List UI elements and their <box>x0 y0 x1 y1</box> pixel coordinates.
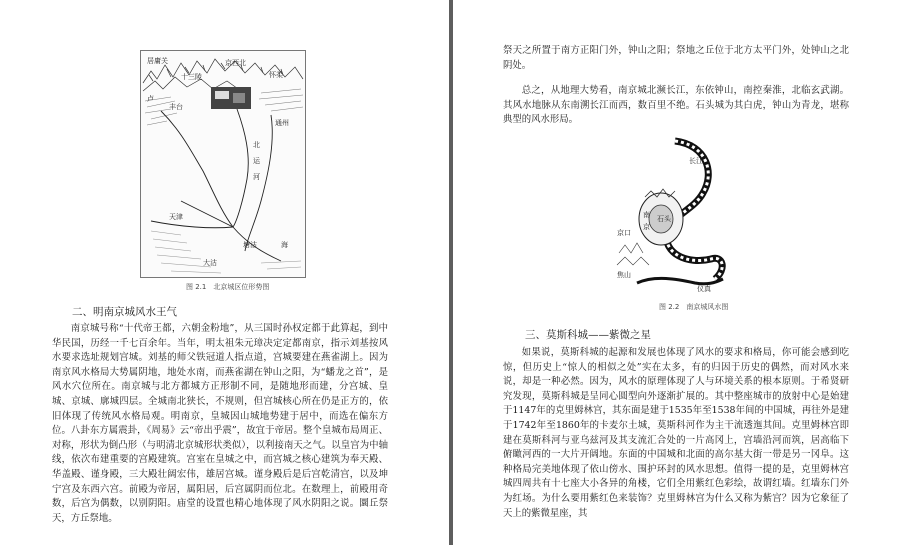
city-area <box>211 87 251 109</box>
section-heading-nanjing: 二、明南京城风水王气 <box>72 306 177 318</box>
map-label-12: 大沽 <box>203 259 217 267</box>
right-page <box>453 0 900 545</box>
nanjing-paragraph: 南京城号称“十代帝王都，六朝金粉地”，从三国时孙权定都于此算起，到中华民国，历经一千七百余年。当年，明太祖朱元璋决定定都南京，指示刘基按风水要求选址规划宫城。刘基的师父铁冠道人指点道，宫城要建在燕雀湖上。因为南京风水格局大势属阴地，地处水南，而燕雀湖在钟山之阳，为“蟠龙之首”，是风水穴位所在。南京城与北方都城方正形制不同，是随地形而建，分宫城、皇城、京城、廓城四层。全城南北狭长，不规则，但宫城核心所在仍是正方的，依旧体现了传统风水格局观。明南京，皇城因山城地势建于居中，而选在偏东方位。八卦东方属震卦，《周易》云“帝出乎震”，故宜于帝居。整个皇城布局周正、对称，形状为倒凸形（与明清北京城形状类似），以利接南天之气。以皇宫为中轴线，依次布建重要的宫殿建筑。宫室在皇城之中，而宫城之核心建筑为奉天殿、华盖殿、谨身殿，三大殿壮阔宏伟，雄居宫城。谨身殿后是后宫乾清宫，以及坤宁宫及东西六宫。前殿为帝居，属阳居，后宫属阴而位北。在数理上，前殿用奇数，后宫为偶数，以别阴阳。庙堂的设置也精心地体现了风水阴阳之说。圜丘祭天，方丘祭地。 <box>52 323 388 524</box>
map-label-14: 海 <box>281 241 288 249</box>
map-label-2: 十三陵 <box>181 73 202 81</box>
map-label-6: 丰台 <box>169 103 183 111</box>
beijing-map-figure <box>140 50 306 278</box>
map-label-yizhen: 仪真 <box>697 285 711 293</box>
map-label-11: 天津 <box>169 213 183 221</box>
nanjing-fengshui-illustration <box>615 133 735 293</box>
map-label-changjiang: 长江 <box>689 157 703 165</box>
map-label-13: 塘沽 <box>243 241 257 249</box>
map-label-7: 通州 <box>275 119 289 127</box>
map-label-jing: 京 <box>643 223 650 231</box>
nanjing-fengshui-figure <box>615 133 735 293</box>
map-label-3: 京西北 <box>225 59 246 67</box>
beijing-map-illustration <box>141 51 305 277</box>
map-label-4: 怀柔 <box>269 71 283 79</box>
figure-2-1-caption: 图 2.1 北京城区位形势图 <box>186 283 270 291</box>
map-label-9: 运 <box>253 157 260 165</box>
map-label-5: 卢 <box>147 95 154 103</box>
map-label-1: 居庸关 <box>147 57 168 65</box>
map-label-jiaoshan: 焦山 <box>617 271 631 279</box>
map-label-jingkou: 京口 <box>617 229 631 237</box>
section-heading-moscow: 三、莫斯科城——紫微之星 <box>525 329 651 341</box>
map-label-shitou: 石头 <box>657 215 671 223</box>
moscow-paragraph: 如果说，莫斯科城的起源和发展也体现了风水的要求和格局，你可能会感到吃惊，但历史上“惊人的相似之处”实在太多，有的归因于历史的偶然，而对风水来说，却是一种必然。因为，风水的原理体现了人与环境关系的根本原则。于希贤研究发现，莫斯科城是呈同心圆型向外逐渐扩展的。其中整座城市的放射中心是始建于1147年的克里姆林宫，其东面是建于1535年至1538年间的中国城，再往外是建于1742年至1860年的卡麦尔土城，莫斯科河作为主干流透迤其间。克里姆林宫即建在莫斯科河与亚乌兹河及其支流汇合处的一片高冈上，宫墙沿河而筑，居高临下俯瞰河西的一大片开阔地。东面的中国城和北面的高尔基大街一带是另一冈阜。这种格局完美地体现了依山傍水、围护环封的风水思想。值得一提的是，克里姆林宫城四周共有十七座大小各异的角楼，它们全用紫红色彩绘，故谓红墙。红墙东门外为红场。为什么要用紫红色来装饰？克里姆林宫为什么又称为紫宫？因为它象征了天上的紫微星座，其 <box>503 347 849 519</box>
left-page <box>0 0 449 545</box>
left-hills <box>617 243 649 265</box>
map-label-8: 北 <box>253 141 260 149</box>
map-label-10: 河 <box>253 173 260 181</box>
figure-2-2-caption: 图 2.2 南京城风水图 <box>659 303 729 311</box>
continuation-paragraph: 祭天之所置于南方正阳门外，钟山之阳；祭地之丘位于北方太平门外，处钟山之北阴处。 <box>503 45 849 71</box>
map-label-nan: 南 <box>643 211 650 219</box>
nanjing-summary-paragraph: 总之，从地理大势看，南京城北濒长江，东依钟山，南控秦淮，北临玄武湖。其风水地脉从东南溯长江而西，数百里不绝。石头城为其白虎，钟山为青龙，堪称典型的风水形局。 <box>503 85 849 126</box>
